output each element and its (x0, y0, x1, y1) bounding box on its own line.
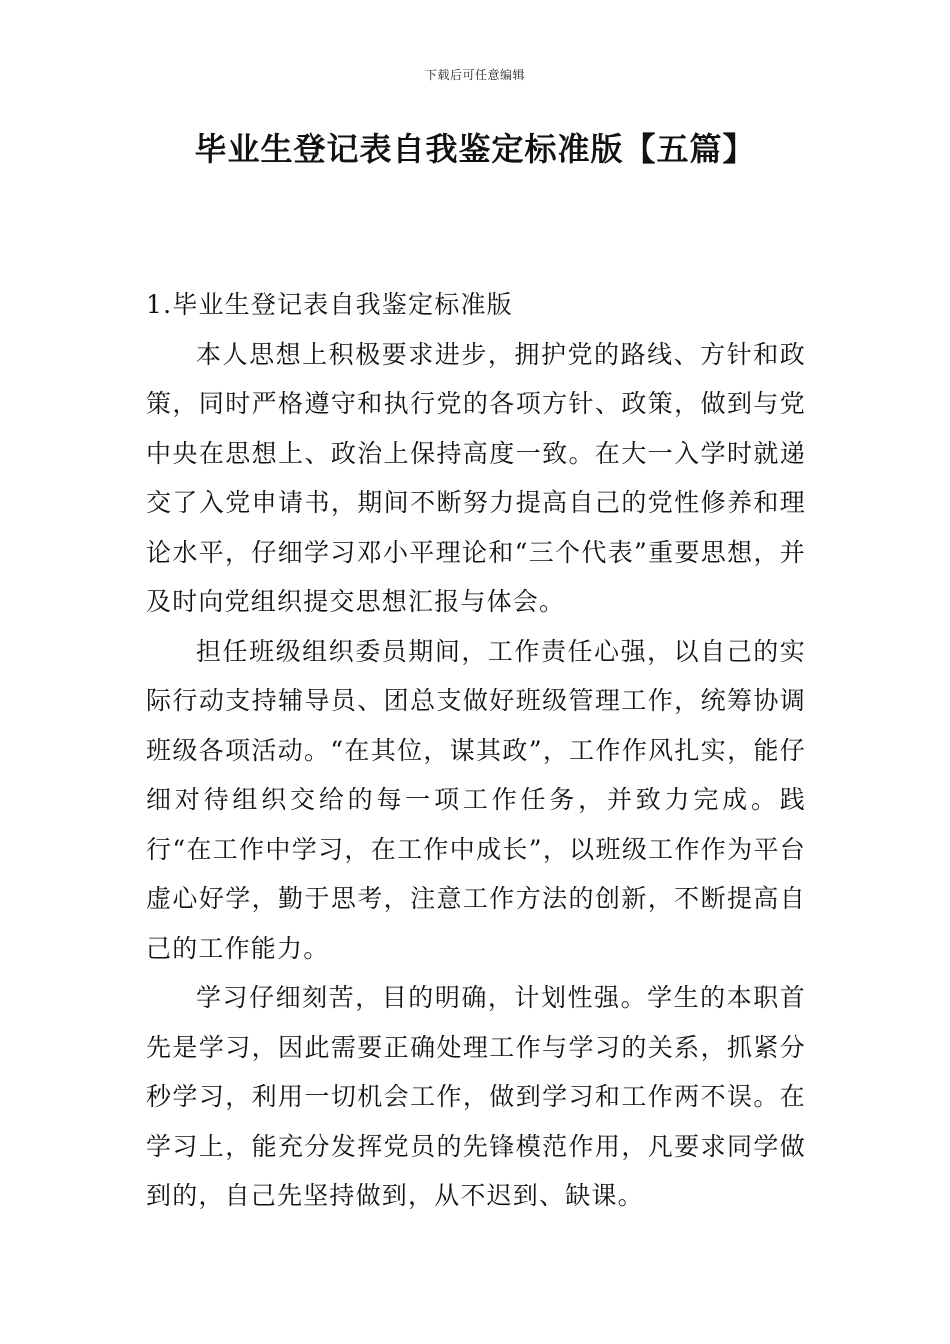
section-heading: 1.毕业生登记表自我鉴定标准版 (146, 290, 513, 319)
document-body (146, 280, 806, 1221)
header-note: 下载后可任意编辑 (424, 68, 525, 82)
paragraph-2: 担任班级组织委员期间，工作责任心强，以自己的实际行动支持辅导员、团总支做好班级管理工作，统筹协调班级各项活动。“在其位，谋其政”，工作作风扎实，能仔细对待组织交给的每一项工作任务，并致力完成。践行“在工作中学习，在工作中成长”，以班级工作作为平台虚心好学，勤于思考，注意工作方法的创新，不断提高自己的工作能力。 (146, 636, 806, 963)
paragraph-1: 本人思想上积极要求进步，拥护党的路线、方针和政策，同时严格遵守和执行党的各项方针、政策，做到与党中央在思想上、政治上保持高度一致。在大一入学时就递交了入党申请书，期间不断努力提高自己的党性修养和理论水平，仔细学习邓小平理论和“三个代表”重要思想，并及时向党组织提交思想汇报与体会。 (146, 339, 806, 616)
paragraph-3: 学习仔细刻苦，目的明确，计划性强。学生的本职首先是学习，因此需要正确处理工作与学习的关系，抓紧分秒学习，利用一切机会工作，做到学习和工作两不误。在学习上，能充分发挥党员的先锋模范作用，凡要求同学做到的，自己先坚持做到，从不迟到、缺课。 (146, 983, 806, 1210)
document-title: 毕业生登记表自我鉴定标准版【五篇】 (194, 130, 756, 168)
